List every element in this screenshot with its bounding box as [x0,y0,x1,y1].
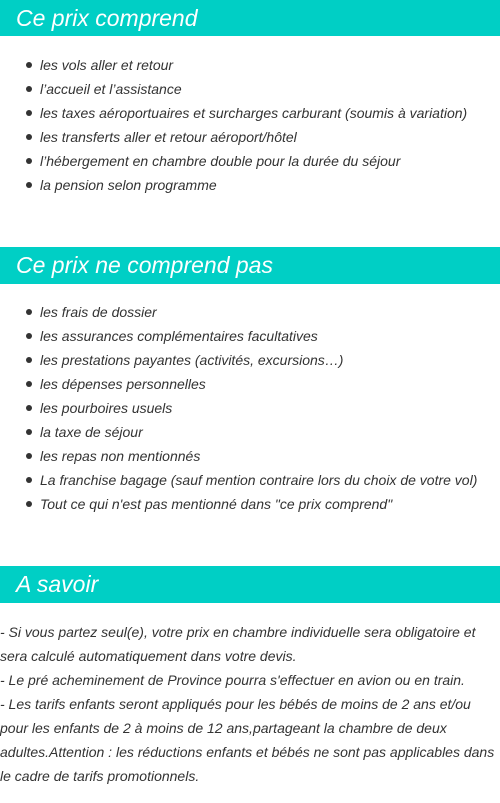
list-item-text: la pension selon programme [40,177,217,193]
bullet-icon [26,158,32,164]
bullet-icon [26,333,32,339]
list-item-text: l’hébergement en chambre double pour la durée du séjour [40,153,401,169]
bullet-icon [26,405,32,411]
know-paragraph: - Les tarifs enfants seront appliqués pour les bébés de moins de 2 ans et/ou pour les enfants de 2 à moins de 12 ans,partageant la chambre de deux adultes.Attention : les réductions enfants et bébés ne sont pas applicables dans le cadre de tarifs promotionnels. [0,696,495,784]
list-item [0,444,500,468]
list-item-text: les dépenses personnelles [40,376,206,392]
list-item [0,372,500,396]
list-item [0,324,500,348]
bullet-icon [26,429,32,435]
section-title-excluded: Ce prix ne comprend pas [0,247,500,284]
know-paragraph: - Si vous partez seul(e), votre prix en chambre individuelle sera obligatoire et sera calculé automatiquement dans votre devis. [0,624,476,664]
section-title-know: A savoir [0,566,500,603]
know-paragraph: - Le pré acheminement de Province pourra s'effectuer en avion ou en train. [0,672,465,688]
bullet-icon [26,62,32,68]
list-item [0,420,500,444]
list-item-text: les pourboires usuels [40,400,173,416]
know-text-block [0,620,500,788]
list-item [0,396,500,420]
bullet-icon [26,501,32,507]
list-item [0,468,500,492]
list-item-text: Tout ce qui n'est pas mentionné dans "ce prix comprend" [40,496,393,512]
bullet-icon [26,182,32,188]
list-item-text: la taxe de séjour [40,424,143,440]
list-item-text: les taxes aéroportuaires et surcharges carburant (soumis à variation) [40,105,468,121]
bullet-icon [26,453,32,459]
list-item [0,53,500,77]
bullet-icon [26,110,32,116]
bullet-icon [26,86,32,92]
bullet-icon [26,134,32,140]
list-item [0,492,500,516]
list-item [0,300,500,324]
list-item-text: les transferts aller et retour aéroport/hôtel [40,129,297,145]
list-item-text: l’accueil et l’assistance [40,81,182,97]
list-item [0,149,500,173]
excluded-list [0,300,500,516]
list-item-text: les frais de dossier [40,304,157,320]
bullet-icon [26,477,32,483]
list-item [0,125,500,149]
list-item-text: les repas non mentionnés [40,448,201,464]
list-item-text: La franchise bagage (sauf mention contraire lors du choix de votre vol) [40,472,478,488]
list-item-text: les vols aller et retour [40,57,174,73]
section-title-included: Ce prix comprend [0,0,500,36]
list-item-text: les prestations payantes (activités, excursions…) [40,352,344,368]
list-item [0,348,500,372]
list-item [0,101,500,125]
bullet-icon [26,381,32,387]
included-list [0,53,500,197]
list-item [0,173,500,197]
list-item-text: les assurances complémentaires facultatives [40,328,318,344]
bullet-icon [26,357,32,363]
list-item [0,77,500,101]
bullet-icon [26,309,32,315]
